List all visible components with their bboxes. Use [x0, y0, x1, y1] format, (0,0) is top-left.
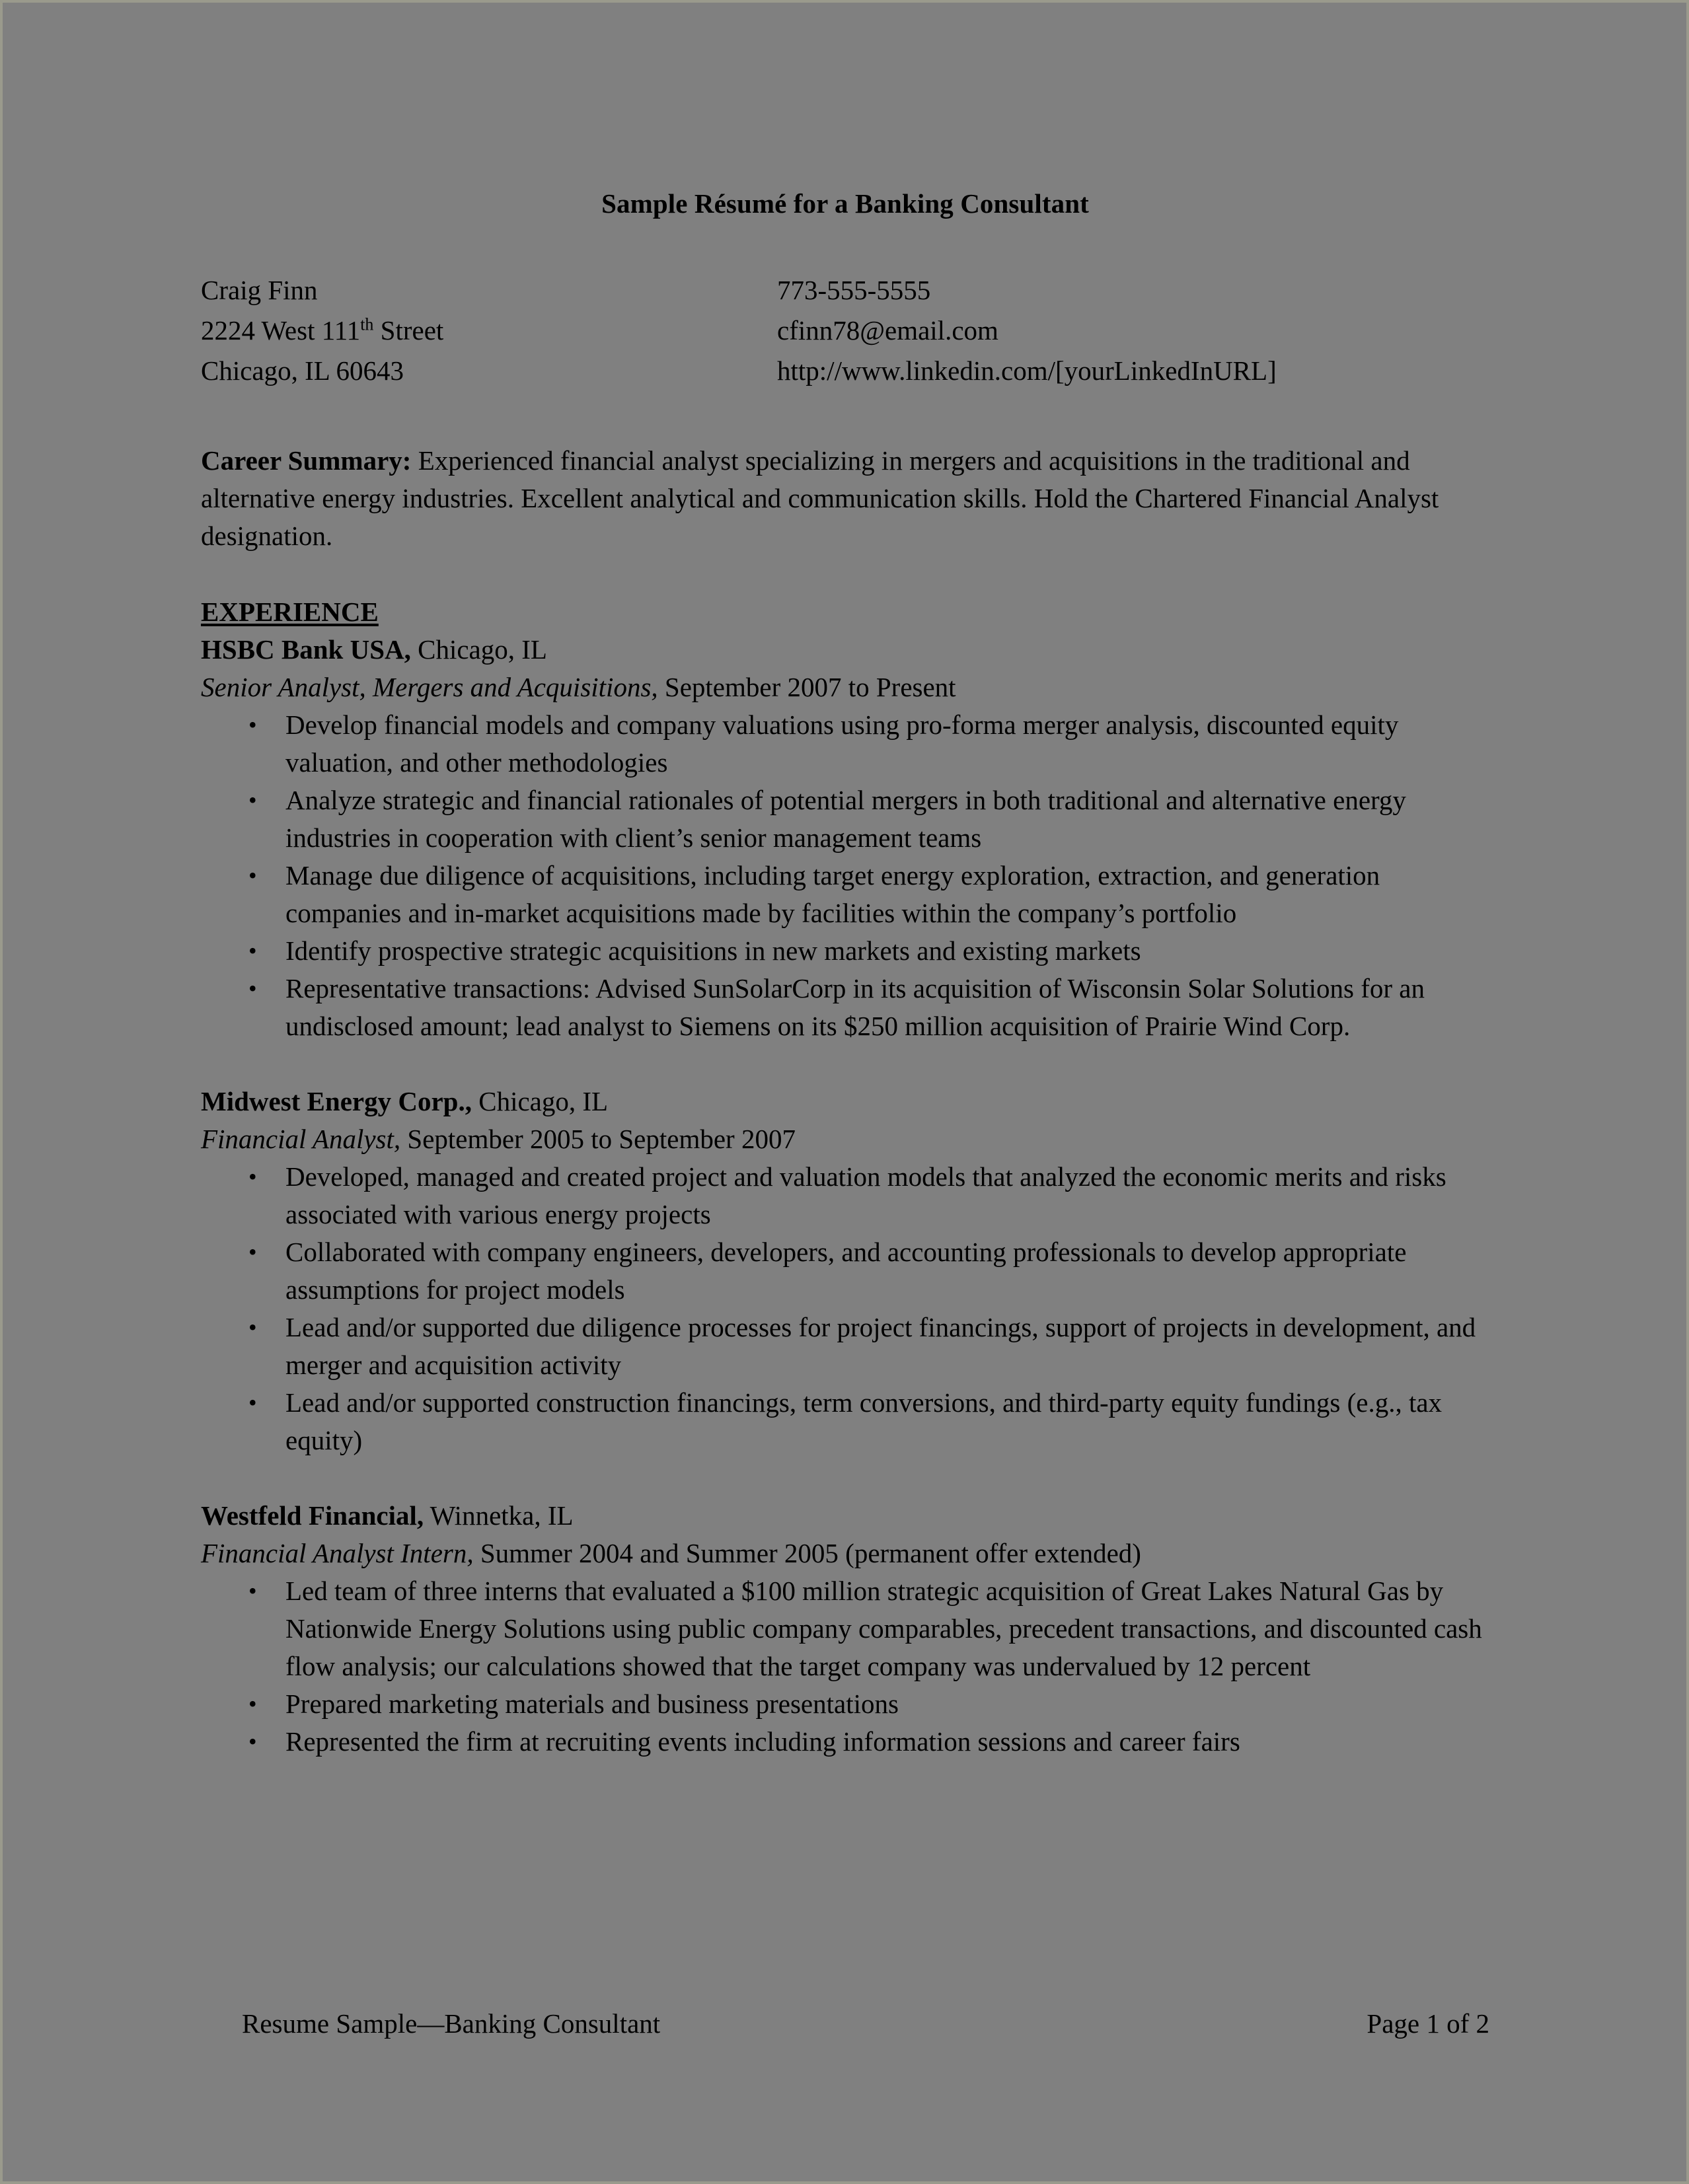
employer-line [201, 631, 1489, 669]
contact-row-city [201, 351, 1489, 391]
list-item: • Lead and/or supported construction financings, term conversions, and third-party equity fundings (e.g., tax equity) [201, 1384, 1489, 1459]
list-item: • Developed, managed and created project and valuation models that analyzed the economic merits and risks associated with various energy projects [201, 1158, 1489, 1233]
document-page [3, 3, 1686, 2181]
role-dates: September 2005 to September 2007 [400, 1124, 796, 1154]
candidate-email: cfinn78@email.com [777, 315, 998, 346]
role-line [201, 669, 1489, 706]
list-item: • Represented the firm at recruiting events including information sessions and career fairs [201, 1723, 1489, 1761]
page-content-area [201, 3, 1489, 2181]
role-title: Financial Analyst Intern, [201, 1538, 474, 1568]
role-line [201, 1120, 1489, 1158]
responsibility-list [201, 1158, 1489, 1459]
street-address-pre: 2224 West 111 [201, 315, 361, 346]
list-item: • Led team of three interns that evaluated a $100 million strategic acquisition of Great Lakes Natural Gas by Nationwide Energy Solutions using public company comparables, precedent transactions, and discounted cash flow analysis; our calculations showed that the target company was undervalued by 12 percent [201, 1572, 1489, 1685]
contact-row-name [201, 270, 1489, 310]
list-item: • Prepared marketing materials and business presentations [201, 1685, 1489, 1723]
employer-location: Winnetka, IL [424, 1500, 574, 1531]
responsibility-list [201, 706, 1489, 1045]
experience-entry-westfeld-financial [201, 1497, 1489, 1761]
employer-name: Westfeld Financial, [201, 1500, 424, 1531]
list-item: • Develop financial models and company valuations using pro-forma merger analysis, discounted equity valuation, and other methodologies [201, 706, 1489, 782]
employer-location: Chicago, IL [410, 634, 547, 665]
role-title: Senior Analyst, Mergers and Acquisitions, [201, 672, 658, 702]
candidate-name: Craig Finn [201, 275, 318, 305]
list-item: • Representative transactions: Advised SunSolarCorp in its acquisition of Wisconsin Solar Solutions for an undisclosed amount; lead analyst to Siemens on its $250 million acquisition of Prairie Wind Corp. [201, 970, 1489, 1045]
section-spacer [201, 1459, 1489, 1497]
candidate-city-state-zip: Chicago, IL 60643 [201, 355, 404, 386]
footer-page-number: Page 1 of 2 [1367, 2008, 1489, 2039]
role-title: Financial Analyst, [201, 1124, 401, 1154]
experience-entry-midwest-energy [201, 1083, 1489, 1459]
employer-line [201, 1497, 1489, 1535]
footer-document-label: Resume Sample—Banking Consultant [242, 2008, 661, 2039]
list-item: • Identify prospective strategic acquisitions in new markets and existing markets [201, 932, 1489, 970]
list-item: • Analyze strategic and financial rationales of potential mergers in both traditional and alternative energy industries in cooperation with client’s senior management teams [201, 782, 1489, 857]
role-line [201, 1535, 1489, 1572]
role-dates: Summer 2004 and Summer 2005 (permanent offer extended) [473, 1538, 1141, 1568]
list-item: • Lead and/or supported due diligence processes for project financings, support of projects in development, and merger and acquisition activity [201, 1309, 1489, 1384]
responsibility-list [201, 1572, 1489, 1761]
employer-name: HSBC Bank USA, [201, 634, 411, 665]
candidate-street-address [201, 310, 443, 351]
street-address-ordinal: th [360, 314, 374, 334]
street-address-post: Street [373, 315, 444, 346]
role-dates: September 2007 to Present [657, 672, 956, 702]
candidate-linkedin-url: http://www.linkedin.com/[yourLinkedInURL] [777, 355, 1277, 386]
experience-entry-hsbc [201, 631, 1489, 1045]
list-item: • Collaborated with company engineers, developers, and accounting professionals to develop appropriate assumptions for project models [201, 1233, 1489, 1309]
career-summary [201, 442, 1489, 555]
resume-body [201, 442, 1489, 1761]
employer-name: Midwest Energy Corp., [201, 1086, 472, 1116]
employer-location: Chicago, IL [471, 1086, 609, 1116]
contact-row-address [201, 310, 1489, 351]
employer-line [201, 1083, 1489, 1120]
career-summary-text: Experienced financial analyst specializing in mergers and acquisitions in the traditional and alternative energy industries. Excellent analytical and communication skills. Hold the Chartered Financial Analyst designation. [201, 445, 1439, 551]
page-footer [201, 2008, 1489, 2047]
candidate-phone: 773-555-5555 [777, 275, 931, 305]
contact-header [201, 270, 1489, 391]
career-summary-label: Career Summary: [201, 445, 412, 476]
document-title: Sample Résumé for a Banking Consultant [601, 188, 1089, 219]
section-heading-experience: EXPERIENCE [201, 597, 379, 627]
list-item: • Manage due diligence of acquisitions, including target energy exploration, extraction, and generation companies and in-market acquisitions made by facilities within the company’s portfolio [201, 857, 1489, 932]
section-spacer [201, 1045, 1489, 1083]
